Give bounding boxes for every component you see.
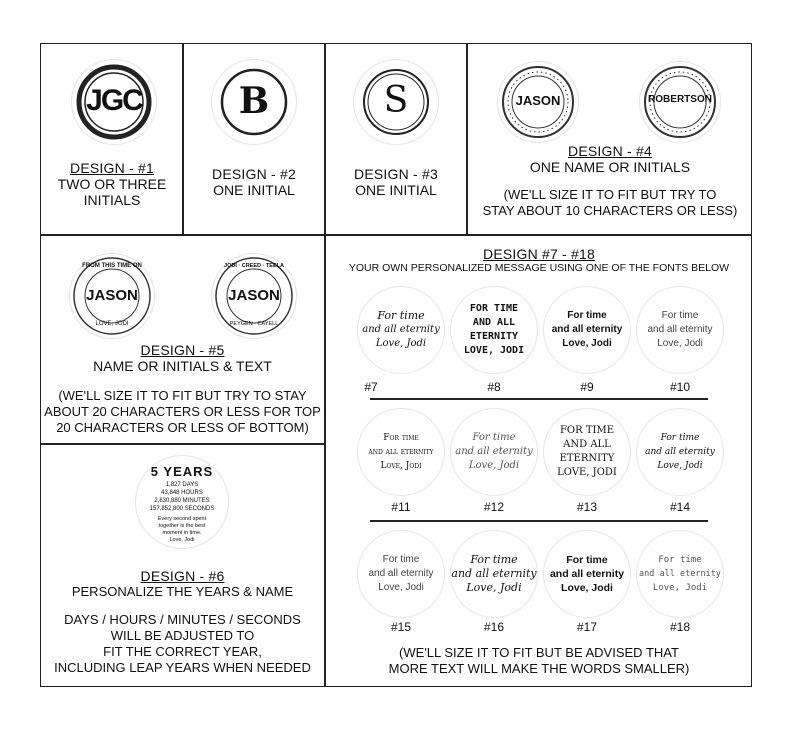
design-5-note: ABOUT 20 CHARACTERS OR LESS FOR TOP (44, 404, 321, 419)
design-5-name: JASON (86, 287, 138, 304)
design-5-sample-disc (70, 254, 154, 338)
font-label-13: #13 (576, 500, 598, 514)
design-6-message: Every second spent (157, 516, 207, 522)
design-6-years: 5 YEARS (150, 464, 214, 479)
design-5-name: JASON (228, 287, 280, 304)
design-6-title: DESIGN - #6 (140, 568, 225, 584)
design-3-monogram: S (383, 80, 409, 121)
font-label-9: #9 (580, 380, 594, 394)
font-sample-7: For time and all eternity Love, Jodi (357, 286, 445, 374)
font-sample-10: For time and all eternity Love, Jodi (636, 286, 724, 374)
design-4-note: STAY ABOUT 10 CHARACTERS OR LESS) (482, 203, 738, 218)
font-label-8: #8 (487, 380, 501, 394)
design-1-monogram: JGC (86, 84, 142, 117)
design-4-sample-disc (498, 62, 578, 142)
design-6-message: together is the best (158, 523, 206, 529)
design-6-minutes: 2,630,880 MINUTES (154, 498, 210, 504)
font-label-17: #17 (576, 620, 598, 634)
design-5-title: DESIGN - #5 (140, 342, 225, 358)
design-6-note: WILL BE ADJUSTED TO (110, 628, 255, 643)
font-sample-11: For time and all eternity Love, Jodi (357, 408, 445, 496)
divider (40, 443, 325, 445)
font-sample-13: FOR TIME AND ALL ETERNITY LOVE, JODI (543, 408, 631, 496)
design-6-days: 1,827 DAYS (165, 482, 199, 488)
design-7-18-note: (WE'LL SIZE IT TO FIT BUT BE ADVISED THAT (399, 645, 679, 660)
design-6-sample-disc (136, 456, 228, 548)
design-6-note: INCLUDING LEAP YEARS WHEN NEEDED (54, 660, 311, 675)
design-6-signature: Love, Jodi (169, 537, 195, 543)
design-3-sample-disc (354, 60, 438, 144)
design-6-hours: 43,848 HOURS (161, 490, 203, 496)
font-label-16: #16 (483, 620, 505, 634)
design-6-message: moment in time. (162, 530, 202, 536)
font-sample-9: For time and all eternity Love, Jodi (543, 286, 631, 374)
design-2-sample-disc (212, 60, 296, 144)
design-6-note: FIT THE CORRECT YEAR, (103, 644, 262, 659)
font-sample-15: For time and all eternity Love, Jodi (357, 530, 445, 618)
font-label-15: #15 (390, 620, 412, 634)
design-5-top-text: JODI · CREED · TEELA (224, 263, 284, 269)
font-sample-18: For time and all eternity Love, Jodi (636, 530, 724, 618)
design-2-line: ONE INITIAL (213, 182, 295, 198)
design-6-note: DAYS / HOURS / MINUTES / SECONDS (64, 612, 301, 627)
design-7-18-subtitle: YOUR OWN PERSONALIZED MESSAGE USING ONE OF THE FONTS BELOW (348, 262, 730, 274)
design-5-top-text: FROM THIS TIME ON (82, 263, 142, 269)
design-6-line: PERSONALIZE THE YEARS & NAME (71, 584, 294, 599)
design-7-18-title: DESIGN #7 - #18 (483, 246, 595, 262)
font-sample-12: For time and all eternity Love, Jodi (450, 408, 538, 496)
design-4-name: ROBERTSON (648, 94, 712, 105)
font-sample-8: FOR TIME AND ALL ETERNITY LOVE, JODI (450, 286, 538, 374)
design-2-title: DESIGN - #2 (212, 166, 296, 182)
font-sample-17: For time and all eternity Love, Jodi (543, 530, 631, 618)
design-3-title: DESIGN - #3 (354, 166, 438, 182)
design-4-note: (WE'LL SIZE IT TO FIT BUT TRY TO (503, 187, 717, 202)
font-label-14: #14 (669, 500, 691, 514)
design-5-bottom-text: PEYGEN · CAYELL (229, 321, 279, 327)
row-divider (370, 398, 708, 400)
divider (182, 43, 184, 234)
font-label-12: #12 (483, 500, 505, 514)
design-1-line: TWO OR THREE (57, 176, 167, 192)
design-1-title: DESIGN - #1 (70, 160, 154, 176)
font-sample-14: For time and all eternity Love, Jodi (636, 408, 724, 496)
design-5-note: 20 CHARACTERS OR LESS OF BOTTOM) (56, 420, 309, 435)
row-divider (370, 520, 708, 522)
font-sample-16: For time and all eternity Love, Jodi (450, 530, 538, 618)
design-1-line: INITIALS (83, 192, 141, 208)
design-4-name: JASON (515, 93, 561, 108)
design-4-line: ONE NAME OR INITIALS (529, 159, 691, 175)
design-5-line: NAME OR INITIALS & TEXT (93, 358, 272, 374)
design-4-title: DESIGN - #4 (568, 143, 652, 159)
design-5-note: (WE'LL SIZE IT TO FIT BUT TRY TO STAY (58, 388, 307, 403)
design-1-sample-disc (72, 60, 156, 144)
design-4-sample-disc (640, 62, 720, 142)
font-label-7: #7 (364, 380, 378, 394)
design-7-18-note: MORE TEXT WILL MAKE THE WORDS SMALLER) (388, 661, 690, 676)
font-label-18: #18 (669, 620, 691, 634)
design-5-bottom-text: LOVE, JODI (95, 321, 129, 327)
design-5-sample-disc (212, 254, 296, 338)
font-label-11: #11 (391, 500, 411, 514)
design-2-monogram: B (238, 80, 270, 122)
font-label-10: #10 (669, 380, 691, 394)
divider (40, 234, 752, 236)
design-6-seconds: 157,852,800 SECONDS (149, 506, 215, 512)
design-3-line: ONE INITIAL (355, 182, 437, 198)
